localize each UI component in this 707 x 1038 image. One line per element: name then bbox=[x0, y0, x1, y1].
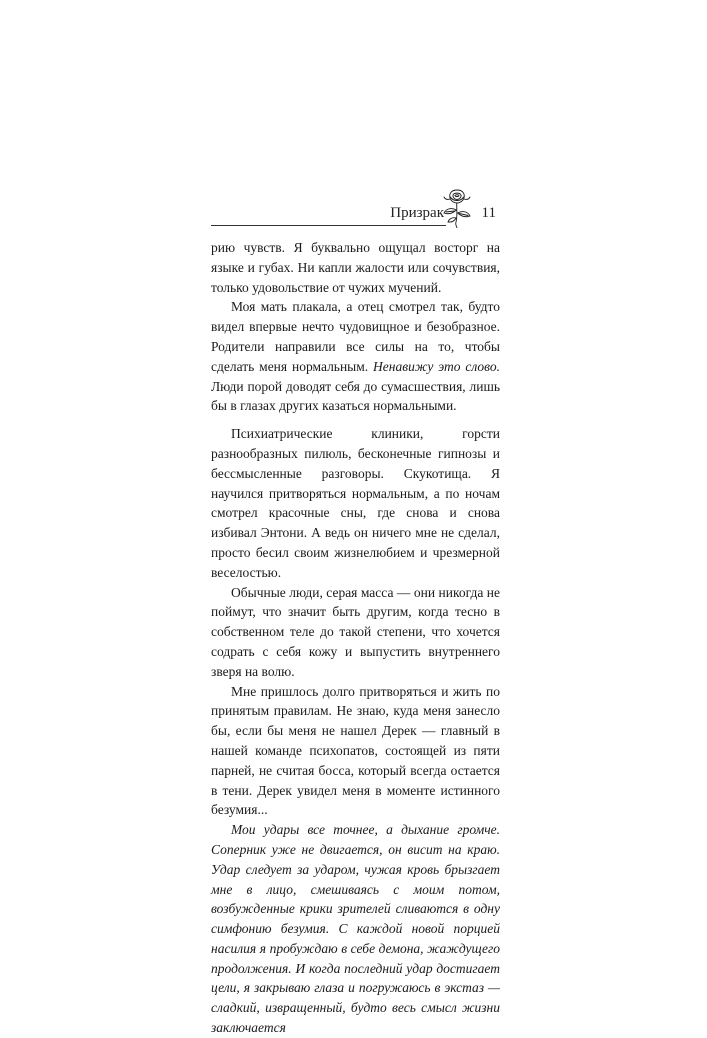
paragraph-5: Мне пришлось долго притворяться и жить по принятым правилам. Не знаю, куда меня занесло бы, если бы меня не нашел Дерек — главный в нашей команде психопатов, состоящей из пяти парней, не считая босса, который всегда остается в тени. Дерек увидел меня в моменте истинного безумия... bbox=[211, 683, 500, 818]
header-rule bbox=[211, 225, 446, 226]
paragraph-2-before: Моя мать плакала, а отец смотрел так, будто видел впервые нечто чудовищное и безобразное. Родители направили все силы на то, чтобы сделать меня нормальным. bbox=[211, 299, 500, 374]
paragraph-6-italic: Мои удары все точнее, а дыхание громче. Соперник уже не двигается, он висит на краю. Удар следует за ударом, чужая кровь брызгает мне в лицо, смешиваясь с моим потом, возбужденные крики зрителей сливаются в одну симфонию безумия. С каждой новой порцией насилия я пробуждаю в себе демона, жаждущего продолжения. И когда последний удар достигает цели, я закрываю глаза и погружаюсь в экстаз — сладкий, извращенный, будто весь смысл жизни заключается bbox=[211, 822, 500, 1036]
running-header bbox=[211, 188, 496, 228]
paragraph-2-after: Люди порой доводят себя до сумасшествия, лишь бы в глазах других казаться нормальными. bbox=[211, 378, 500, 414]
paragraph-1: рию чувств. Я буквально ощущал восторг на языке и губах. Ни капли жалости или сочувствия, только удовольствие от чужих мучений. bbox=[211, 240, 500, 295]
running-title: Призрак bbox=[390, 205, 444, 221]
page-body bbox=[211, 238, 500, 1038]
paragraph-2-emphasis: Ненавижу это слово. bbox=[373, 358, 500, 374]
paragraph-2 bbox=[211, 297, 500, 416]
paragraph-4: Обычные люди, серая масса — они никогда не поймут, что значит быть другим, когда тесно в собственном теле до такой степени, что хочется содрать с себя кожу и выпустить внутреннего зверя на волю. bbox=[211, 584, 500, 679]
paragraph-3: Психиатрические клиники, горсти разнообразных пилюль, бесконечные гипнозы и бессмысленные разговоры. Скукотища. Я научился притворяться нормальным, а по ночам смотрел красочные сны, где снова и снова избивал Энтони. А ведь он ничего мне не сделал, просто бесил своим жизнелюбием и чрезмерной веселостью. bbox=[211, 426, 500, 580]
page-number: 11 bbox=[481, 205, 496, 221]
rose-ornament-icon bbox=[440, 188, 474, 228]
